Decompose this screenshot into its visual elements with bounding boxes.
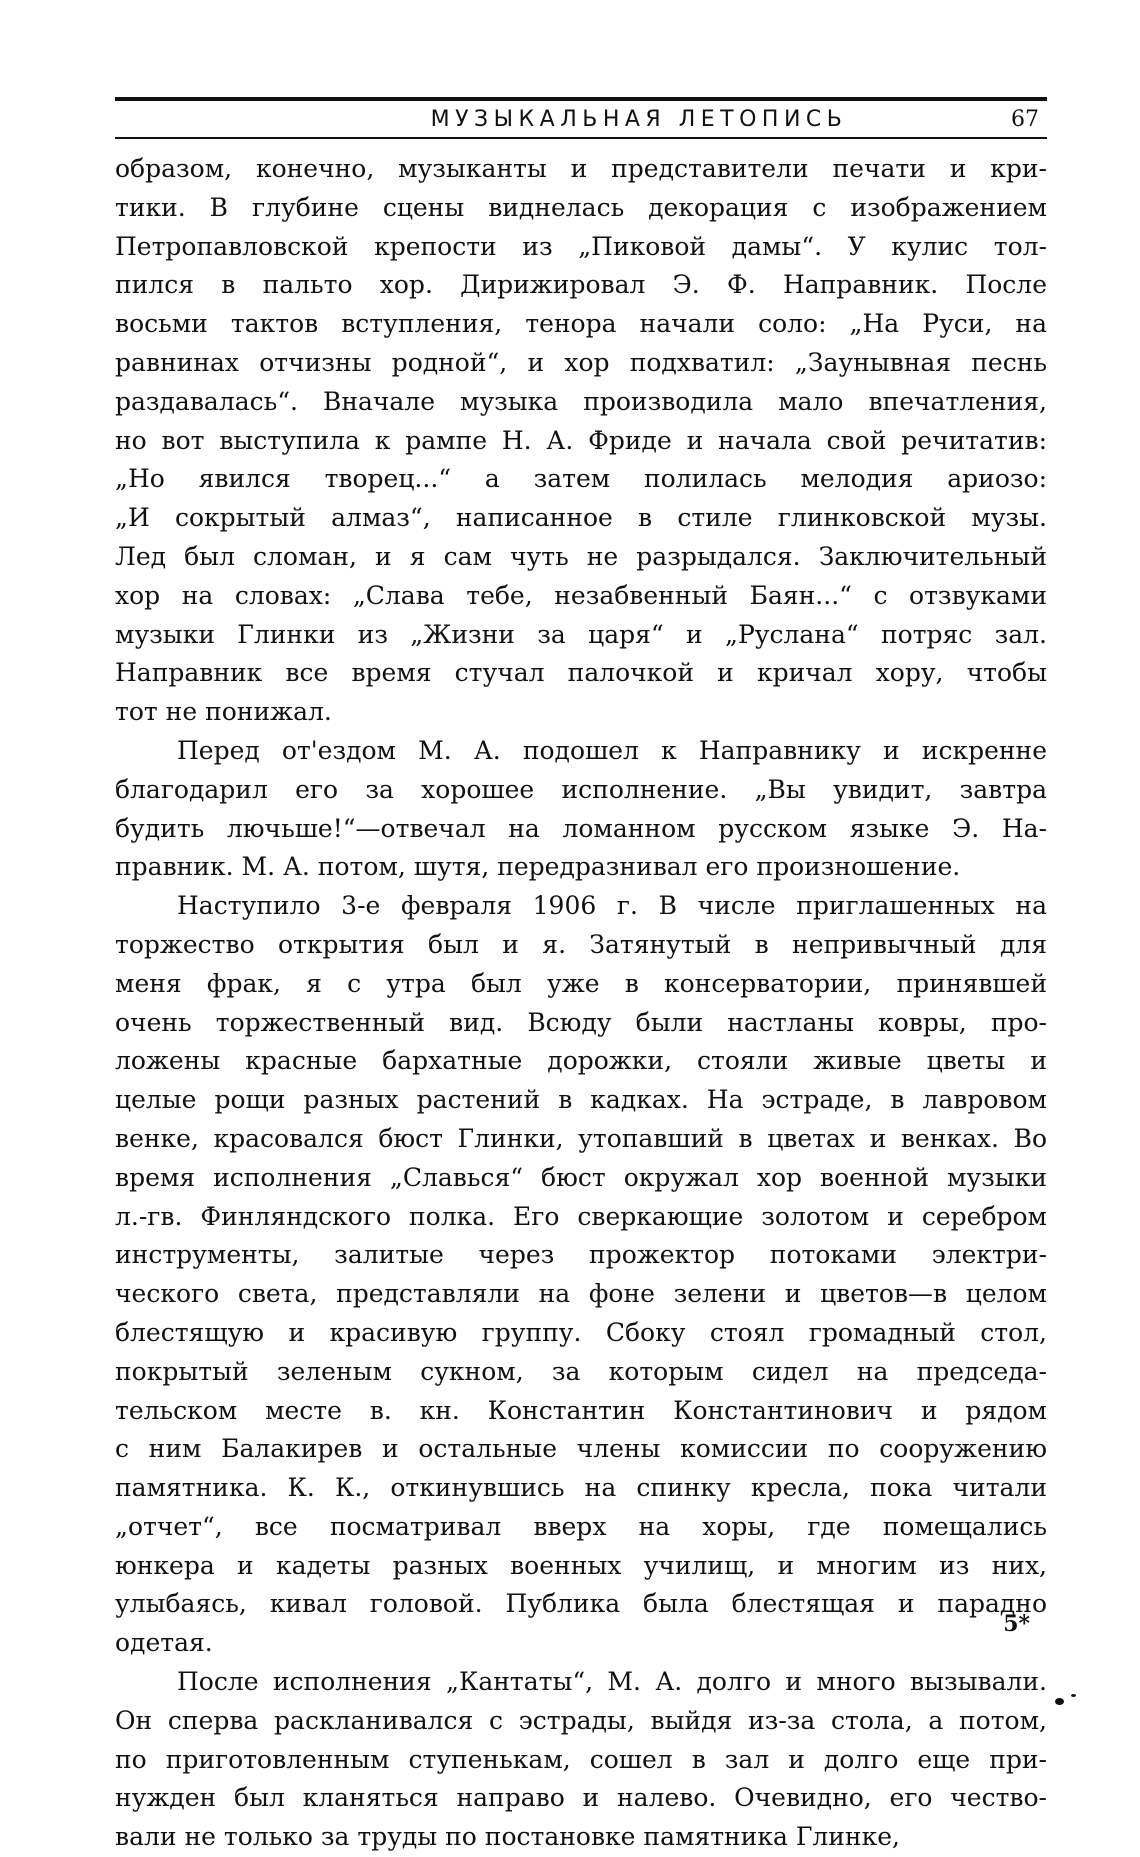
- text-line: покрытый зеленым сукном, за которым сидел на председа-: [115, 1356, 1047, 1386]
- text-line: раздавалась“. Вначале музыка производила мало впечатления,: [115, 386, 1047, 416]
- text-line: л.-гв. Финляндского полка. Его сверкающие золотом и серебром: [115, 1201, 1047, 1231]
- text-line: Петропавловской крепости из „Пиковой дамы“. У кулис тол-: [115, 231, 1047, 261]
- header-top-rule: [115, 97, 1047, 101]
- text-line: Он сперва раскланивался с эстрады, выйдя из-за стола, а потом,: [115, 1705, 1047, 1735]
- text-line: меня фрак, я с утра был уже в консерватории, принявшей: [115, 968, 1047, 998]
- text-line: правник. М. А. потом, шутя, передразнивал его произношение.: [115, 852, 961, 882]
- text-line: Направник все время стучал палочкой и кричал хору, чтобы: [115, 658, 1047, 688]
- page-number: 67: [1011, 107, 1039, 132]
- text-line: благодарил его за хорошее исполнение. „Вы увидит, завтра: [115, 774, 1047, 804]
- text-line: равнинах отчизны родной“, и хор подхватил: „Заунывная песнь: [115, 347, 1047, 377]
- paragraph: [115, 150, 1047, 732]
- text-line: очень торжественный вид. Всюду были настланы ковры, про-: [115, 1007, 1047, 1037]
- text-line: После исполнения „Кантаты“, М. А. долго и много вызывали.: [177, 1667, 1047, 1697]
- text-line: образом, конечно, музыканты и представители печати и кри-: [115, 154, 1047, 183]
- ink-speck: [1071, 1694, 1076, 1697]
- text-line: но вот выступила к рампе Н. А. Фриде и начала свой речитатив:: [115, 425, 1047, 455]
- text-line: будить лючьше!“—отвечал на ломанном русском языке Э. На-: [115, 813, 1047, 843]
- text-line: хор на словах: „Слава тебе, незабвенный Баян...“ с отзвуками: [115, 580, 1047, 610]
- text-line: вали не только за труды по постановке памятника Глинке,: [115, 1822, 900, 1852]
- text-line: ложены красные бархатные дорожки, стояли живые цветы и: [115, 1046, 1047, 1076]
- text-line: венке, красовался бюст Глинки, утопавший в цветах и венках. Во: [115, 1123, 1047, 1153]
- text-line: пился в пальто хор. Дирижировал Э. Ф. Направник. После: [115, 270, 1047, 300]
- text-line: „Но явился творец...“ а затем полилась мелодия ариозо:: [115, 464, 1047, 494]
- text-line: музыки Глинки из „Жизни за царя“ и „Руслана“ потряс зал.: [115, 619, 1047, 649]
- text-line: улыбаясь, кивал головой. Публика была блестящая и парадно: [115, 1589, 1047, 1619]
- text-line: время исполнения „Славься“ бюст окружал хор военной музыки: [115, 1162, 1047, 1192]
- text-line: одетая.: [115, 1628, 213, 1658]
- text-line: тот не понижал.: [115, 697, 332, 727]
- running-title: МУЗЫКАЛЬНАЯ ЛЕТОПИСЬ: [430, 107, 848, 132]
- text-line: „И сокрытый алмаз“, написанное в стиле глинковской музы.: [115, 503, 1047, 533]
- signature-mark: 5*: [1003, 1611, 1030, 1637]
- text-line: Наступило 3-е февраля 1906 г. В числе приглашенных на: [177, 891, 1047, 921]
- paragraph: [115, 887, 1047, 1663]
- text-line: памятника. К. К., откинувшись на спинку кресла, пока читали: [115, 1473, 1047, 1503]
- text-line: ческого света, представляли на фоне зелени и цветов—в целом: [115, 1279, 1047, 1309]
- text-line: юнкера и кадеты разных военных училищ, и многим из них,: [115, 1550, 1047, 1580]
- text-line: с ним Балакирев и остальные члены комиссии по сооружению: [115, 1434, 1047, 1464]
- running-header: [115, 103, 1047, 139]
- text-line: Лед был сломан, и я сам чуть не разрыдался. Заключительный: [115, 541, 1047, 571]
- body-text: [115, 150, 1047, 1857]
- paragraph: [115, 1663, 1047, 1857]
- text-line: блестящую и красивую группу. Сбоку стоял громадный стол,: [115, 1317, 1047, 1347]
- text-line: по приготовленным ступенькам, сошел в зал и долго еще при-: [115, 1744, 1047, 1774]
- text-line: торжество открытия был и я. Затянутый в непривычный для: [115, 929, 1047, 959]
- text-line: „отчет“, все посматривал вверх на хоры, где помещались: [115, 1511, 1047, 1541]
- text-line: тики. В глубине сцены виднелась декорация с изображением: [115, 192, 1047, 222]
- text-line: восьми тактов вступления, тенора начали соло: „На Руси, на: [115, 309, 1047, 339]
- text-line: Перед от'ездом М. А. подошел к Направнику и искренне: [177, 735, 1047, 765]
- paragraph: [115, 732, 1047, 887]
- text-line: тельском месте в. кн. Константин Константинович и рядом: [115, 1395, 1047, 1425]
- text-line: целые рощи разных растений в кадках. На эстраде, в лавровом: [115, 1085, 1047, 1115]
- text-line: нужден был кланяться направо и налево. Очевидно, его чество-: [115, 1783, 1047, 1813]
- text-line: инструменты, залитые через прожектор потоками электри-: [115, 1240, 1047, 1270]
- ink-speck: [1055, 1698, 1064, 1705]
